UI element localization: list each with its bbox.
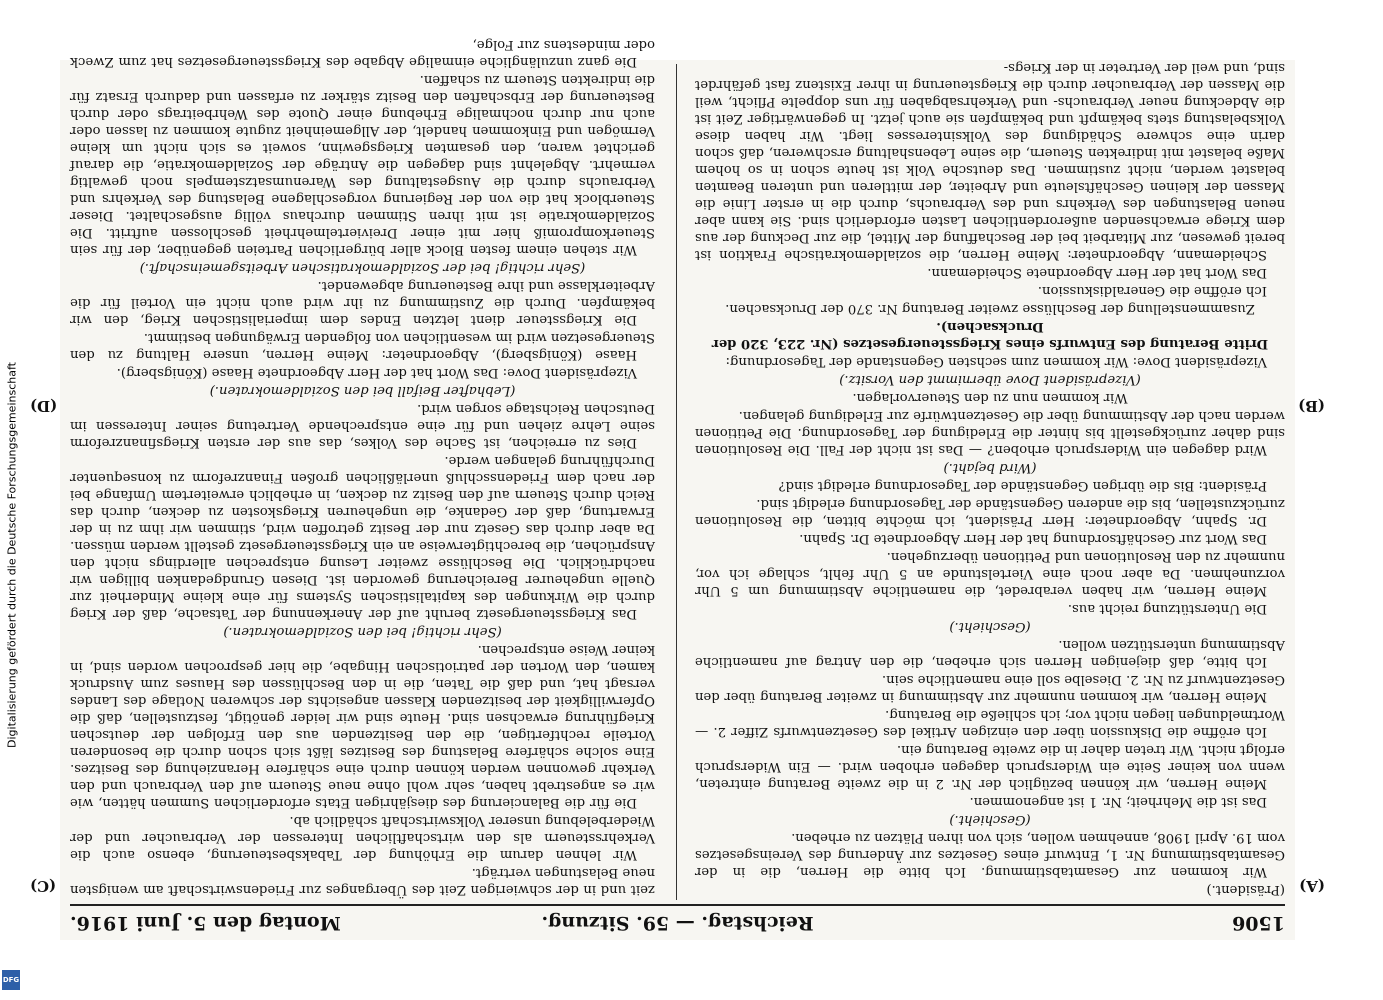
paragraph: Das Wort hat der Herr Abgeordnete Scheidemann. [927, 265, 1267, 280]
page-number: 1506 [1232, 912, 1285, 934]
credit-text: Digitalisierung gefördert durch die Deutsche Forschungsgemeinschaft [5, 362, 19, 748]
stage-direction: (Sehr richtig! bei den Sozialdemokraten.) [223, 624, 502, 639]
stage-direction: (Sehr richtig! bei der Sozialdemokratischen Arbeitsgemeinschaft.) [139, 260, 586, 275]
paragraph: Haase (Königsberg), Abgeordneter: Meine Herren, unsere Haltung zu den Steuergesetzen wird im wesentlichen von folgenden Erwägungen bestimmt. [70, 330, 655, 362]
paragraph: Wir stehen einem festen Block aller bürgerlichen Parteien gegenüber, der für sein Steuerkompromiß hier mit einer Dreiviertelmehrheit geschlossen auftritt. Die Sozialdemokratie ist mit ihren Stimmen durchaus völlig ausgeschaltet. Dieser Steuerblock hat die von der Regierung vorgeschlagene Belastung des Verkehrs und Verbrauchs durch die Ausgestaltung des Warenumsatzstempels noch gewaltig vermehrt. Abgelehnt sind dagegen die Anträge der Sozialdemokratie, die darauf gerichtet waren, den gesamten Kriegsgewinn, soweit es sich nicht um kleine Vermögen und Einkommen handelt, der Allgemeinheit zugute kommen zu lassen oder auch nur durch nochmalige Erhebung einer Quote des Wehrbeitrags oder durch Besteuerung der Erbschaften den Besitz stärker zu erfassen und dadurch Ersatz für die indirekten Steuern zu schaffen. [70, 72, 655, 257]
stage-direction: (Wird bejaht.) [943, 460, 1037, 475]
paragraph: Meine Herren, wir haben verabredet, die namentliche Abstimmung um 5 Uhr vorzunehmen. Da aber noch eine Viertelstunde an 5 Uhr fehlt, schlage ich vor, nunmehr zu den Resolutionen und Petitionen überzugehen. [695, 549, 1285, 598]
paragraph: Ich eröffne die Generaldiskussion. [1037, 283, 1267, 298]
header-date: Montag den 5. Juni 1916. [70, 912, 341, 934]
paragraph: Vizepräsident Dove: Wir kommen zum sechsten Gegenstande der Tagesordnung: [725, 354, 1267, 369]
paragraph: Wir lehnen darum die Erhöhung der Tabaksbesteuerung, ebenso auch die Verkehrssteuern als den wirtschaftlichen Interessen der Verbraucher und der Wiederbelebung unserer Volkswirtschaft schädlich ab. [70, 813, 655, 862]
paragraph: Die Unterstützung reicht aus. [1067, 601, 1267, 616]
stage-direction: (Lebhafter Beifall bei den Sozialdemokraten.) [209, 383, 516, 398]
scanned-page [30, 37, 1325, 940]
paragraph: Zusammenstellung der Beschlüsse zweiter Beratung Nr. 370 der Drucksachen. [725, 301, 1255, 316]
stage-direction: (Geschieht.) [949, 812, 1031, 827]
paragraph: Präsident: Bis die übrigen Gegenstände der Tagesordnung erledigt sind? [778, 478, 1267, 493]
paragraph: Dies zu erreichen, ist Sache des Volkes, das aus der ersten Kriegsfinanzreform seine Lehre ziehen und für eine entsprechende Vertretung seiner Interessen im Deutschen Reichstage sorgen wird. [70, 401, 655, 450]
margin-marker-a: (A) [1299, 877, 1325, 895]
margin-marker-b: (B) [1298, 397, 1325, 415]
stage-direction: (Vizepräsident Dove übernimmt den Vorsitz.) [839, 372, 1141, 387]
paragraph: Die Kriegssteuer dient letzten Endes dem imperialistischen Krieg, den wir bekämpfen. Durch die Zustimmung zu ihr wird auch nicht ein Vorteil für die Arbeiterklasse und ihre Besteuerung abgewendet. [70, 278, 655, 327]
paragraph: Das Wort zur Geschäftsordnung hat der Herr Abgeordnete Dr. Spahn. [799, 531, 1267, 546]
left-column [695, 60, 1285, 898]
paragraph: Meine Herren, wir kommen nunmehr zur Abstimmung in zweiter Beratung über den Gesetzentwurf zu Nr. 2. Dieselbe soll eine namentliche sein. [695, 672, 1285, 704]
rotated-page-content [30, 37, 1325, 940]
header-title: Reichstag. — 59. Sitzung. [541, 912, 814, 934]
paragraph: Die ganz unzulängliche einmalige Abgabe des Kriegssteuergesetzes hat zum Zweck oder mindestens zur Folge, [70, 37, 655, 69]
paragraph: Meine Herren, wir können bezüglich der Nr. 2 in die zweite Beratung eintreten, wenn von keiner Seite ein Widerspruch dagegen erhoben wird. — Ein Widerspruch erfolgt nicht. Wir treten daher in die zweite Beratung ein. [695, 742, 1285, 791]
logo-text: DFG [2, 976, 20, 984]
right-column [70, 37, 655, 898]
paragraph: Wir kommen zur Gesamtabstimmung. Ich bitte die Herren, die in der Gesamtabstimmung Nr. 1, Entwurf eines Gesetzes zur Änderung des Vereinsgesetzes vom 19. April 1908, annehmen wollen, sich von ihren Plätzen zu erheben. [695, 830, 1285, 879]
paragraph: (Präsident.) [1206, 882, 1285, 897]
margin-marker-c: (C) [30, 877, 57, 895]
paragraph: Das Kriegssteuergesetz beruht auf der Anerkennung der Tatsache, daß der Krieg durch die Wirkungen des kapitalistischen Systems für eine kleine Minderheit zur Quelle ungeheurer Bereicherung geworden ist. Diesen Grundgedanken billigen wir nachdrücklich. Die Beschlüsse zweiter Lesung entsprechen allerdings nicht den Ansprüchen, die berechtigterweise an ein Kriegssteuergesetz gestellt werden müssen. Da aber durch das Gesetz nur der Besitz getroffen wird, stimmen wir ihm zu in der Erwartung, daß der Gedanke, die ungeheuren Kriegskosten zu decken, durch das Reich durch Steuern auf den Besitz zu decken, in erheblich erweitertem Umfange bei der nach dem Friedensschluß unerläßlichen großen Finanzreform zu konsequenter Durchführung gelangen werde. [70, 453, 655, 621]
agenda-item-title: Dritte Beratung des Entwurfs eines Kriegssteuergesetzes (Nr. 223, 320 der Drucksachen). [711, 319, 1269, 351]
paragraph: zeit und in der schwierigen Zeit des Überganges zur Friedenswirtschaft am wenigsten neue Belastungen verträgt. [70, 865, 655, 897]
paragraph: Wird dagegen ein Widerspruch erhoben? — Das ist nicht der Fall. Die Resolutionen sind daher zurückgestellt bis hinter die Erledigung der Tagesordnung. Die Petitionen werden nach der Abstimmung über die Gesetzentwürfe zur Erledigung gelangen. [695, 408, 1285, 457]
paragraph: Vizepräsident Dove: Das Wort hat der Herr Abgeordnete Haase (Königsberg). [116, 365, 637, 380]
digitization-credit [2, 140, 22, 970]
dfg-logo [2, 970, 20, 990]
paragraph: Das ist die Mehrheit; Nr. 1 ist angenommen. [969, 794, 1267, 809]
margin-marker-d: (D) [30, 397, 58, 415]
paragraph: Die für die Balancierung des diesjährigen Etats erforderlichen Summen hätten, wie wir es angestrebt haben, sehr wohl ohne neue Steuern auf den Verbrauch und den Verkehr gewonnen werden können durch eine schärfere Heranziehung des Besitzes. Eine solche schärfere Belastung des Besitzes läßt sich schon durch die besonderen Vorteile rechtfertigen, die den Besitzenden aus den Erfolgen der deutschen Kriegführung erwachsen sind. Heute sind wir leider genötigt, festzustellen, daß die Opferwilligkeit der besitzenden Klassen angesichts der schweren Notlage des Landes versagt hat, und daß die Taten, die in den Beschlüssen des Hauses zum Ausdruck kamen, den Worten der patriotischen Hingabe, die hier gesprochen worden sind, in keiner Weise entsprechen. [70, 642, 655, 810]
paragraph: Ich eröffne die Diskussion über den einzigen Artikel des Gesetzentwurfs Ziffer 2. — Wortmeldungen liegen nicht vor; ich schließe die Beratung. [695, 707, 1285, 739]
paragraph: Ich bitte, daß diejenigen Herren sich erheben, die den Antrag auf namentliche Abstimmung unterstützen wollen. [695, 637, 1285, 669]
column-divider [676, 64, 677, 900]
paragraph: Wir kommen nun zu den Steuervorlagen. [852, 390, 1128, 405]
paragraph: Scheidemann, Abgeordneter: Meine Herren, die sozialdemokratische Fraktion ist bereit gewesen, zur Mitarbeit bei der Beschaffung der Mittel, die zur Deckung der aus dem Kriege erwachsenden außerordentlichen Lasten erforderlich sind. Sie kann aber neuen Belastungen des Verkehrs und des Verbrauchs, durch die in erster Linie die Massen der kleinen Geschäftsleute und Arbeiter, der mittleren und unteren Beamten belastet werden, nicht zustimmen. Das deutsche Volk ist heute schon in so hohem Maße belastet mit indirekten Steuern, die seine Lebenshaltung erschweren, daß schon darin eine schwere Schädigung des Volksinteresses liegt. Wir haben diese Volksbelastung stets bekämpft und bekämpfen sie auch jetzt. In gegenwärtiger Zeit ist die Abdeckung neuer Verbrauchs- und Verkehrsabgaben für uns doppelte Pflicht, weil die Massen der Verbraucher durch die Kriegsteuerung in ihrer Existenz fast gefährdet sind, und weil der Vertreter in der Kriegs- [695, 60, 1285, 262]
page-header [70, 904, 1285, 940]
stage-direction: (Geschieht.) [949, 619, 1031, 634]
paragraph: Dr. Spahn, Abgeordneter: Herr Präsident, ich möchte bitten, die Resolutionen zurückzustellen, bis die anderen Gegenstände der Tagesordnung erledigt sind. [695, 496, 1285, 528]
